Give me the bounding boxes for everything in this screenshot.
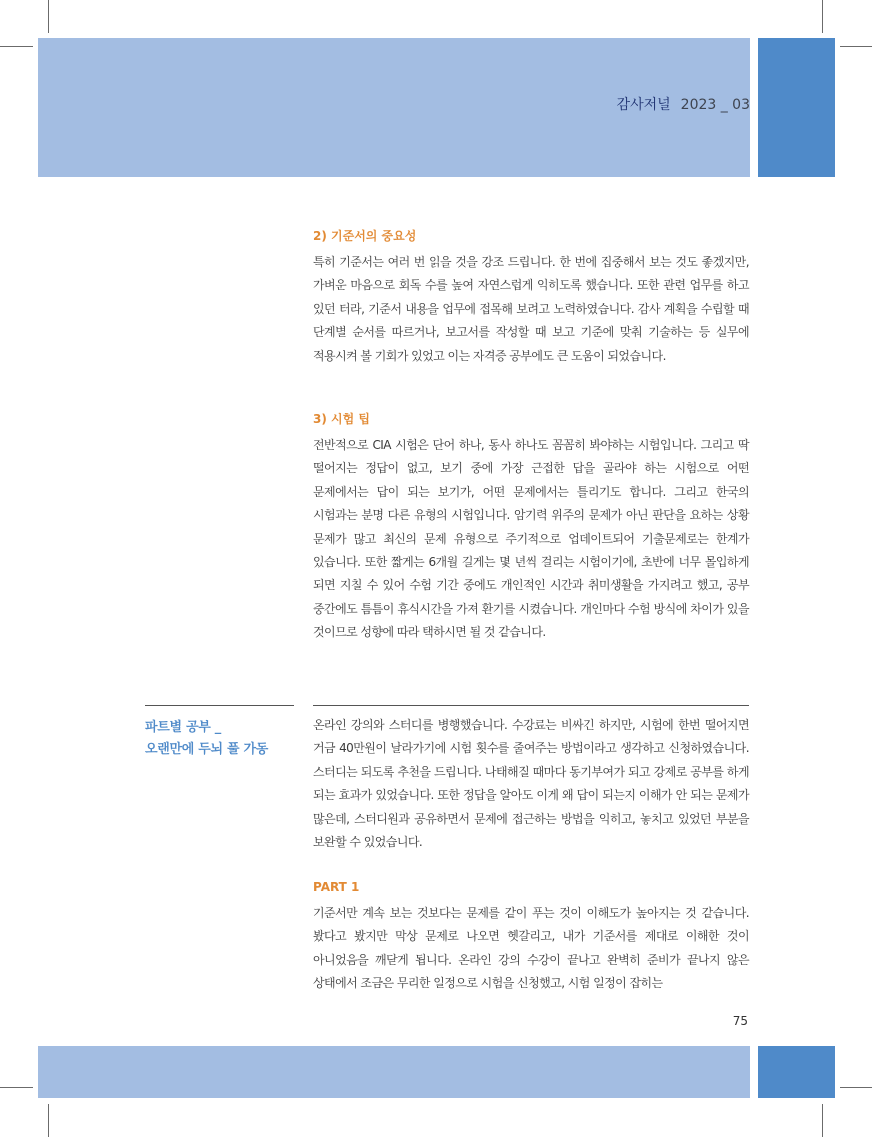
part-study-intro	[313, 714, 749, 854]
crop-mark	[822, 1104, 823, 1137]
page-number: 75	[732, 1014, 748, 1028]
side-heading	[145, 717, 305, 761]
section-title: 3) 시험 팁	[313, 412, 370, 426]
section-title: 2) 기준서의 중요성	[313, 229, 417, 243]
crop-mark	[840, 46, 872, 47]
crop-mark	[0, 46, 33, 47]
intro-body: 온라인 강의와 스터디를 병행했습니다. 수강료는 비싸긴 하지만, 시험에 한번 떨어지면 거금 40만원이 날라가기에 시험 횟수를 줄여주는 방법이라고 생각하고 신청하였습니다. 스터디는 되도록 추천을 드립니다. 나태해질 때마다 동기부여가 되고 강제로 공부를 하게 되는 효과가 있었습니다. 또한 정답을 알아도 이게 왜 답이 되는지 이해가 안 되는 문제가 많은데, 스터디원과 공유하면서 문제에 접근하는 방법을 익히고, 놓치고 있었던 부분을 보완할 수 있었습니다.	[313, 718, 749, 850]
section-importance-of-standards	[313, 228, 749, 368]
issue-number: 2023 _ 03	[680, 97, 750, 113]
crop-mark	[0, 1087, 33, 1088]
main-divider	[313, 705, 749, 706]
section-title: PART 1	[313, 880, 360, 894]
running-header	[540, 94, 750, 114]
crop-mark	[48, 1104, 49, 1137]
section-exam-tips	[313, 411, 749, 645]
crop-mark	[48, 0, 49, 33]
journal-name: 감사저널	[616, 97, 671, 113]
side-heading-line1: 파트별 공부 _	[145, 720, 221, 735]
header-accent-block	[758, 38, 835, 177]
section-body: 기준서만 계속 보는 것보다는 문제를 같이 푸는 것이 이해도가 높아지는 것 같습니다. 봤다고 봤지만 막상 문제로 나오면 헷갈리고, 내가 기준서를 제대로 이해한 것이 아니었음을 깨닫게 됩니다. 온라인 강의 수강이 끝나고 완벽히 준비가 끝나지 않은 상태에서 조금은 무리한 일정으로 시험을 신청했고, 시험 일정이 잡히는	[313, 906, 749, 991]
side-divider	[145, 705, 294, 706]
section-body: 전반적으로 CIA 시험은 단어 하나, 동사 하나도 꼼꼼히 봐야하는 시험입니다. 그리고 딱 떨어지는 정답이 없고, 보기 중에 가장 근접한 답을 골라야 하는 시험으로 어떤 문제에서는 답이 되는 보기가, 어떤 문제에서는 틀리기도 합니다. 그리고 한국의 시험과는 분명 다른 유형의 시험입니다. 암기력 위주의 문제가 아닌 판단을 요하는 상황 문제가 많고 최신의 문제 유형으로 주기적으로 업데이트되어 기출문제로는 한계가 있습니다. 또한 짧게는 6개월 길게는 몇 년씩 걸리는 시험이기에, 초반에 너무 몰입하게 되면 지칠 수 있어 수험 기간 중에도 개인적인 시간과 취미생활을 가지려고 했고, 공부 중간에도 틈틈이 휴식시간을 가져 환기를 시켰습니다. 개인마다 수험 방식에 차이가 있을 것이므로 성향에 따라 택하시면 될 것 같습니다.	[313, 438, 749, 640]
crop-mark	[840, 1087, 872, 1088]
footer-accent-block	[758, 1046, 835, 1098]
section-part1	[313, 879, 749, 996]
crop-mark	[822, 0, 823, 33]
side-heading-line2: 오랜만에 두뇌 풀 가동	[145, 742, 268, 757]
footer-band	[38, 1046, 750, 1098]
section-body: 특히 기준서는 여러 번 읽을 것을 강조 드립니다. 한 번에 집중해서 보는 것도 좋겠지만, 가벼운 마음으로 회독 수를 높여 자연스럽게 익히도록 했습니다. 또한 관련 업무를 하고 있던 터라, 기준서 내용을 업무에 접목해 보려고 노력하였습니다. 감사 계획을 수립할 때 단계별 순서를 따르거나, 보고서를 작성할 때 보고 기준에 맞춰 기술하는 등 실무에 적용시켜 볼 기회가 있었고 이는 자격증 공부에도 큰 도움이 되었습니다.	[313, 255, 749, 363]
